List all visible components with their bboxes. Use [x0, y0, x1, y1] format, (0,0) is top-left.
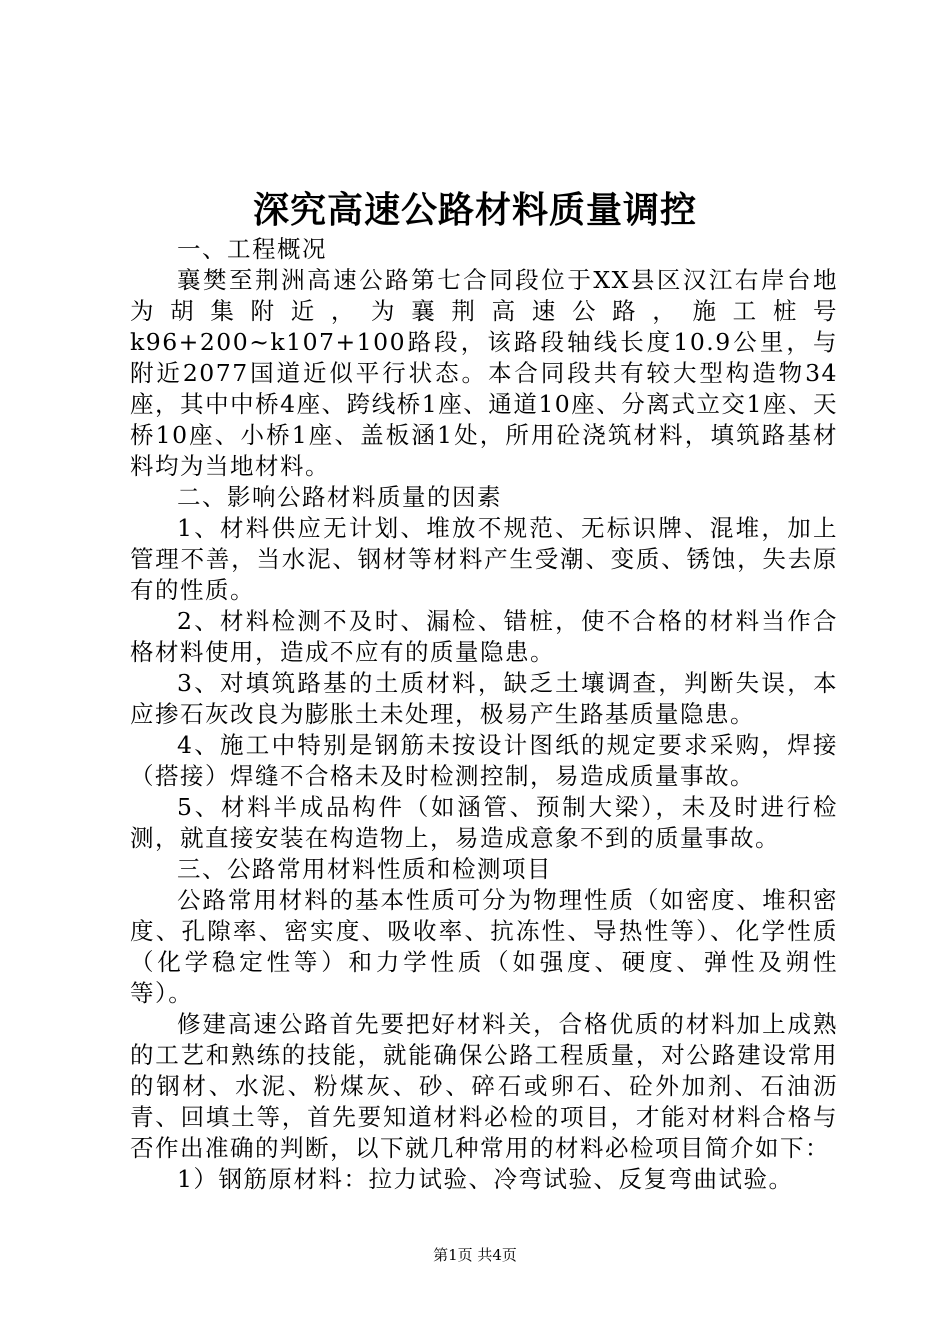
document-title: 深究高速公路材料质量调控 — [252, 189, 697, 231]
paragraph: 1）钢筋原材料：拉力试验、冷弯试验、反复弯曲试验。 — [177, 1165, 794, 1193]
paragraph: 襄樊至荆洲高速公路第七合同段位于XX县区汉江右岸台地为胡集附近，为襄荆高速公路，施工桩号k96+200~k107+100路段，该路段轴线长度10.9公里，与附近2077国道近似平行状态。本合同段共有较大型构造物34座，其中中桥4座、跨线桥1座、通道10座、分离式立交1座、天桥10座、小桥1座、盖板涵1处，所用砼浇筑材料，填筑路基材料均为当地材料。 — [130, 266, 838, 480]
page-number-footer: 第1页 共4页 — [433, 1246, 517, 1264]
paragraph: 2、材料检测不及时、漏检、错桩，使不合格的材料当作合格材料使用，造成不应有的质量隐患。 — [130, 607, 838, 666]
paragraph: 4、施工中特别是钢筋未按设计图纸的规定要求采购，焊接（搭接）焊缝不合格未及时检测控制，易造成质量事故。 — [130, 731, 838, 790]
paragraph: 公路常用材料的基本性质可分为物理性质（如密度、堆积密度、孔隙率、密实度、吸收率、抗冻性、导热性等）、化学性质（化学稳定性等）和力学性质（如强度、硬度、弹性及朔性等）。 — [130, 886, 838, 1007]
paragraph: 3、对填筑路基的土质材料，缺乏土壤调查，判断失误，本应掺石灰改良为膨胀土未处理，极易产生路基质量隐患。 — [130, 669, 838, 728]
section-heading: 一、工程概况 — [177, 235, 327, 263]
section-heading: 二、影响公路材料质量的因素 — [177, 483, 502, 511]
document-body — [130, 234, 838, 1195]
paragraph: 修建高速公路首先要把好材料关，合格优质的材料加上成熟的工艺和熟练的技能，就能确保公路工程质量，对公路建设常用的钢材、水泥、粉煤灰、砂、碎石或卵石、砼外加剂、石油沥青、回填土等，首先要知道材料必检的项目，才能对材料合格与否作出准确的判断，以下就几种常用的材料必检项目简介如下： — [130, 1010, 838, 1162]
paragraph: 1、材料供应无计划、堆放不规范、无标识牌、混堆，加上管理不善，当水泥、钢材等材料产生受潮、变质、锈蚀，失去原有的性质。 — [130, 514, 838, 604]
paragraph: 5、材料半成品构件（如涵管、预制大梁），未及时进行检测，就直接安装在构造物上，易造成意象不到的质量事故。 — [130, 793, 838, 852]
section-heading: 三、公路常用材料性质和检测项目 — [177, 855, 552, 883]
